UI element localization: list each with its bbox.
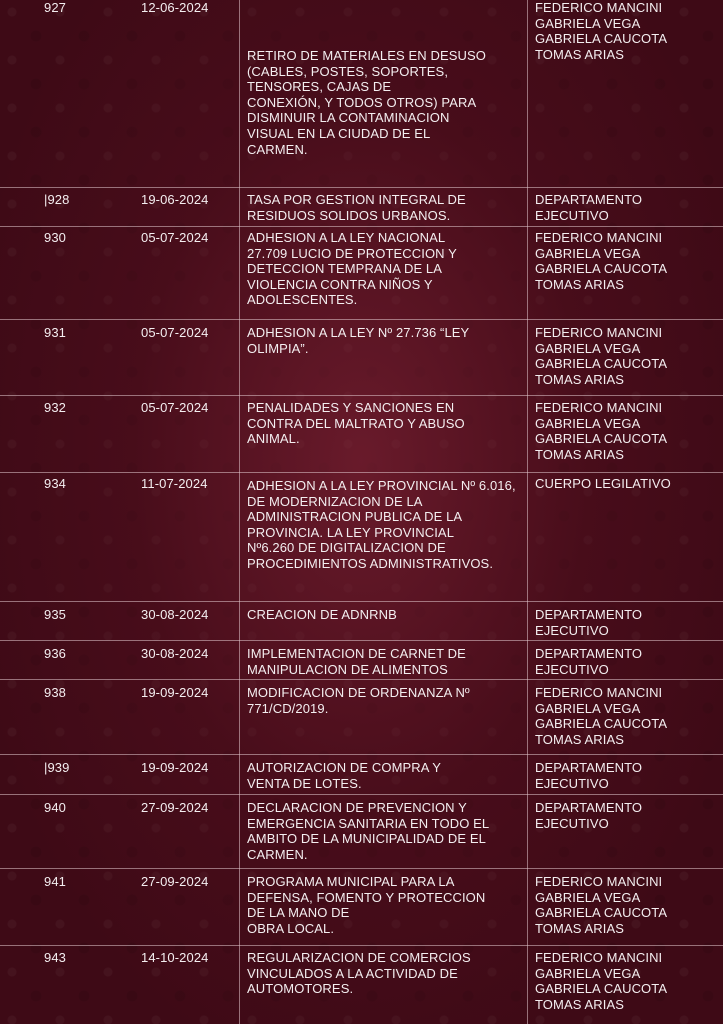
ordinance-authors: DEPARTAMENTO EJECUTIVO xyxy=(535,800,643,831)
ordinance-authors: FEDERICO MANCINI GABRIELA VEGA GABRIELA CAUCOTA TOMAS ARIAS xyxy=(535,230,668,292)
ordinance-number: 943 xyxy=(44,950,66,965)
ordinance-number: 930 xyxy=(44,230,66,245)
ordinance-number: 941 xyxy=(44,874,66,889)
ordinance-title: AUTORIZACION DE COMPRA Y VENTA DE LOTES. xyxy=(247,760,442,791)
table-row xyxy=(0,188,723,227)
ordinance-title: ADHESION A LA LEY PROVINCIAL Nº 6.016, DE MODERNIZACION DE LA ADMINISTRACION PUBLICA DE LA PROVINCIA. LA LEY PROVINCIAL Nº6.260 DE DIGITALIZACION DE PROCEDIMIENTOS ADMINISTRATIVOS. xyxy=(247,478,516,571)
ordinance-number: 936 xyxy=(44,646,66,661)
ordinance-number: 940 xyxy=(44,800,66,815)
ordinance-number: 938 xyxy=(44,685,66,700)
ordinance-date: 27-09-2024 xyxy=(141,800,209,815)
ordinance-date: 05-07-2024 xyxy=(141,230,209,245)
ordinance-number: 927 xyxy=(44,0,66,15)
ordinance-date: 11-07-2024 xyxy=(141,476,208,491)
ordinance-title: CREACION DE ADNRNB xyxy=(247,607,397,622)
ordinance-authors: FEDERICO MANCINI GABRIELA VEGA GABRIELA CAUCOTA TOMAS ARIAS xyxy=(535,685,668,747)
table-row xyxy=(0,320,723,396)
ordinance-date: 30-08-2024 xyxy=(141,646,209,661)
ordinance-authors: CUERPO LEGILATIVO xyxy=(535,476,671,491)
ordinance-number: 934 xyxy=(44,476,66,491)
ordinance-title: ADHESION A LA LEY Nº 27.736 “LEY OLIMPIA”. xyxy=(247,325,470,356)
table-row xyxy=(0,227,723,320)
table-row xyxy=(0,602,723,641)
ordinance-title: IMPLEMENTACION DE CARNET DE MANIPULACION DE ALIMENTOS xyxy=(247,646,466,677)
ordinance-authors: DEPARTAMENTO EJECUTIVO xyxy=(535,760,643,791)
ordinance-title: DECLARACION DE PREVENCION Y EMERGENCIA SANITARIA EN TODO EL AMBITO DE LA MUNICIPALIDAD DE EL CARMEN. xyxy=(247,800,490,862)
ordinance-date: 12-06-2024 xyxy=(141,0,209,15)
ordinance-title: TASA POR GESTION INTEGRAL DE RESIDUOS SOLIDOS URBANOS. xyxy=(247,192,466,223)
ordinance-authors: DEPARTAMENTO EJECUTIVO xyxy=(535,646,643,677)
table-row xyxy=(0,869,723,946)
ordinance-authors: FEDERICO MANCINI GABRIELA VEGA GABRIELA CAUCOTA TOMAS ARIAS xyxy=(535,325,668,387)
ordinance-number: |939 xyxy=(44,760,70,775)
ordinance-date: 19-06-2024 xyxy=(141,192,209,207)
ordinance-authors: FEDERICO MANCINI GABRIELA VEGA GABRIELA CAUCOTA TOMAS ARIAS xyxy=(535,400,668,462)
ordinance-title: ADHESION A LA LEY NACIONAL 27.709 LUCIO DE PROTECCION Y DETECCION TEMPRANA DE LA VIOLENCIA CONTRA NIÑOS Y ADOLESCENTES. xyxy=(247,230,457,308)
table-row xyxy=(0,0,723,188)
table-row xyxy=(0,755,723,795)
ordinance-authors: FEDERICO MANCINI GABRIELA VEGA GABRIELA CAUCOTA TOMAS ARIAS xyxy=(535,950,668,1012)
table-row xyxy=(0,641,723,680)
table-row xyxy=(0,473,723,602)
ordinance-authors: DEPARTAMENTO EJECUTIVO xyxy=(535,607,643,638)
ordinance-date: 14-10-2024 xyxy=(141,950,209,965)
ordinance-date: 05-07-2024 xyxy=(141,400,209,415)
ordinance-date: 19-09-2024 xyxy=(141,760,209,775)
table-row xyxy=(0,680,723,755)
table-row xyxy=(0,396,723,473)
ordinance-date: 27-09-2024 xyxy=(141,874,209,889)
ordinance-number: 935 xyxy=(44,607,66,622)
ordinance-title: REGULARIZACION DE COMERCIOS VINCULADOS A LA ACTIVIDAD DE AUTOMOTORES. xyxy=(247,950,471,997)
ordinance-authors: FEDERICO MANCINI GABRIELA VEGA GABRIELA CAUCOTA TOMAS ARIAS xyxy=(535,0,668,62)
ordinance-title: MODIFICACION DE ORDENANZA Nº 771/CD/2019. xyxy=(247,685,470,716)
table-row xyxy=(0,946,723,1024)
ordinance-title: PENALIDADES Y SANCIONES EN CONTRA DEL MALTRATO Y ABUSO ANIMAL. xyxy=(247,400,465,447)
ordinance-date: 19-09-2024 xyxy=(141,685,209,700)
ordinance-date: 30-08-2024 xyxy=(141,607,209,622)
table-row xyxy=(0,795,723,869)
ordinance-number: 932 xyxy=(44,400,66,415)
ordinance-authors: DEPARTAMENTO EJECUTIVO xyxy=(535,192,643,223)
ordinance-title: RETIRO DE MATERIALES EN DESUSO (CABLES, POSTES, SOPORTES, TENSORES, CAJAS DE CONEXIÓN, Y TODOS OTROS) PARA DISMINUIR LA CONTAMINACION VISUAL EN LA CIUDAD DE EL CARMEN. xyxy=(247,48,486,157)
ordinance-authors: FEDERICO MANCINI GABRIELA VEGA GABRIELA CAUCOTA TOMAS ARIAS xyxy=(535,874,668,936)
ordinance-date: 05-07-2024 xyxy=(141,325,209,340)
ordinance-number: |928 xyxy=(44,192,70,207)
ordinance-number: 931 xyxy=(44,325,66,340)
ordinance-title: PROGRAMA MUNICIPAL PARA LA DEFENSA, FOMENTO Y PROTECCION DE LA MANO DE OBRA LOCAL. xyxy=(247,874,486,936)
